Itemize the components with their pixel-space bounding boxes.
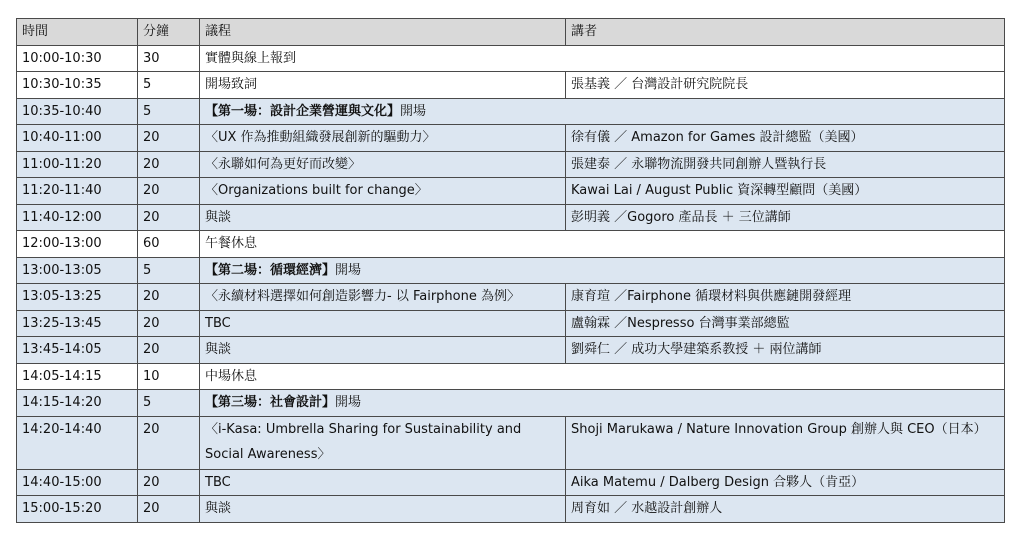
cell-time: 14:05-14:15	[17, 363, 138, 390]
header-row	[17, 19, 1005, 46]
session-opening-label: 開場	[335, 395, 362, 411]
cell-time: 13:25-13:45	[17, 310, 138, 337]
header-speaker: 講者	[566, 19, 1005, 46]
table-row	[17, 231, 1005, 258]
cell-minutes: 30	[138, 45, 200, 72]
table-row	[17, 363, 1005, 390]
cell-speaker: 周育如 ／ 水越設計創辦人	[566, 496, 1005, 523]
cell-minutes: 20	[138, 496, 200, 523]
cell-minutes: 20	[138, 337, 200, 364]
header-agenda: 議程	[200, 19, 566, 46]
table-row	[17, 45, 1005, 72]
cell-time: 10:40-11:00	[17, 125, 138, 152]
agenda-table-body	[17, 45, 1005, 522]
cell-agenda: 〈i-Kasa: Umbrella Sharing for Sustainability and Social Awareness〉	[200, 416, 566, 469]
cell-time: 12:00-13:00	[17, 231, 138, 258]
agenda-table	[16, 18, 1005, 523]
table-row	[17, 151, 1005, 178]
table-row	[17, 257, 1005, 284]
cell-speaker: 康育瑄 ／Fairphone 循環材料與供應鏈開發經理	[566, 284, 1005, 311]
table-row	[17, 178, 1005, 205]
table-row	[17, 310, 1005, 337]
cell-minutes: 20	[138, 284, 200, 311]
cell-agenda	[200, 257, 1005, 284]
cell-minutes: 20	[138, 310, 200, 337]
table-row	[17, 125, 1005, 152]
cell-time: 10:00-10:30	[17, 45, 138, 72]
cell-minutes: 5	[138, 390, 200, 417]
cell-speaker: 盧翰霖 ／Nespresso 台灣事業部總監	[566, 310, 1005, 337]
cell-agenda	[200, 98, 1005, 125]
cell-time: 10:30-10:35	[17, 72, 138, 99]
cell-minutes: 10	[138, 363, 200, 390]
header-minutes: 分鐘	[138, 19, 200, 46]
cell-agenda: TBC	[200, 310, 566, 337]
table-row	[17, 284, 1005, 311]
cell-agenda: 與談	[200, 204, 566, 231]
cell-time: 14:20-14:40	[17, 416, 138, 469]
cell-time: 13:00-13:05	[17, 257, 138, 284]
cell-minutes: 20	[138, 151, 200, 178]
cell-agenda: 與談	[200, 337, 566, 364]
cell-minutes: 60	[138, 231, 200, 258]
cell-speaker: 徐有儀 ／ Amazon for Games 設計總監（美國）	[566, 125, 1005, 152]
cell-speaker: 劉舜仁 ／ 成功大學建築系教授 ＋ 兩位講師	[566, 337, 1005, 364]
table-row	[17, 72, 1005, 99]
cell-agenda: 〈永聯如何為更好而改變〉	[200, 151, 566, 178]
cell-minutes: 20	[138, 178, 200, 205]
cell-speaker: 張建泰 ／ 永聯物流開發共同創辦人暨執行長	[566, 151, 1005, 178]
cell-agenda	[200, 390, 1005, 417]
cell-speaker: Kawai Lai / August Public 資深轉型顧問（美國）	[566, 178, 1005, 205]
cell-speaker: Shoji Marukawa / Nature Innovation Group 創辦人與 CEO（日本）	[566, 416, 1005, 469]
cell-time: 11:00-11:20	[17, 151, 138, 178]
session-title: 【第三場：社會設計】	[205, 395, 336, 411]
cell-agenda: 〈Organizations built for change〉	[200, 178, 566, 205]
session-title: 【第一場：設計企業營運與文化】	[205, 103, 401, 119]
cell-time: 13:45-14:05	[17, 337, 138, 364]
cell-time: 10:35-10:40	[17, 98, 138, 125]
cell-agenda: 〈永續材料選擇如何創造影響力- 以 Fairphone 為例〉	[200, 284, 566, 311]
cell-minutes: 20	[138, 469, 200, 496]
cell-agenda: 實體與線上報到	[200, 45, 1005, 72]
table-row	[17, 496, 1005, 523]
cell-time: 11:40-12:00	[17, 204, 138, 231]
cell-agenda: 開場致詞	[200, 72, 566, 99]
session-title: 【第二場：循環經濟】	[205, 262, 336, 278]
cell-agenda: 與談	[200, 496, 566, 523]
cell-speaker: Aika Matemu / Dalberg Design 合夥人（肯亞）	[566, 469, 1005, 496]
table-row	[17, 98, 1005, 125]
cell-time: 15:00-15:20	[17, 496, 138, 523]
cell-minutes: 20	[138, 125, 200, 152]
cell-time: 14:40-15:00	[17, 469, 138, 496]
cell-minutes: 5	[138, 72, 200, 99]
table-row	[17, 390, 1005, 417]
table-row	[17, 469, 1005, 496]
session-opening-label: 開場	[400, 103, 427, 119]
cell-time: 14:15-14:20	[17, 390, 138, 417]
cell-speaker: 彭明義 ／Gogoro 產品長 ＋ 三位講師	[566, 204, 1005, 231]
session-opening-label: 開場	[335, 262, 362, 278]
agenda-table-header	[17, 19, 1005, 46]
cell-speaker: 張基義 ／ 台灣設計研究院院長	[566, 72, 1005, 99]
cell-minutes: 20	[138, 204, 200, 231]
table-row	[17, 337, 1005, 364]
header-time: 時間	[17, 19, 138, 46]
table-row	[17, 416, 1005, 469]
cell-agenda: 午餐休息	[200, 231, 1005, 258]
cell-time: 13:05-13:25	[17, 284, 138, 311]
cell-minutes: 5	[138, 98, 200, 125]
cell-agenda: TBC	[200, 469, 566, 496]
cell-time: 11:20-11:40	[17, 178, 138, 205]
table-row	[17, 204, 1005, 231]
cell-agenda: 〈UX 作為推動組織發展創新的驅動力〉	[200, 125, 566, 152]
cell-agenda: 中場休息	[200, 363, 1005, 390]
cell-minutes: 20	[138, 416, 200, 469]
cell-minutes: 5	[138, 257, 200, 284]
